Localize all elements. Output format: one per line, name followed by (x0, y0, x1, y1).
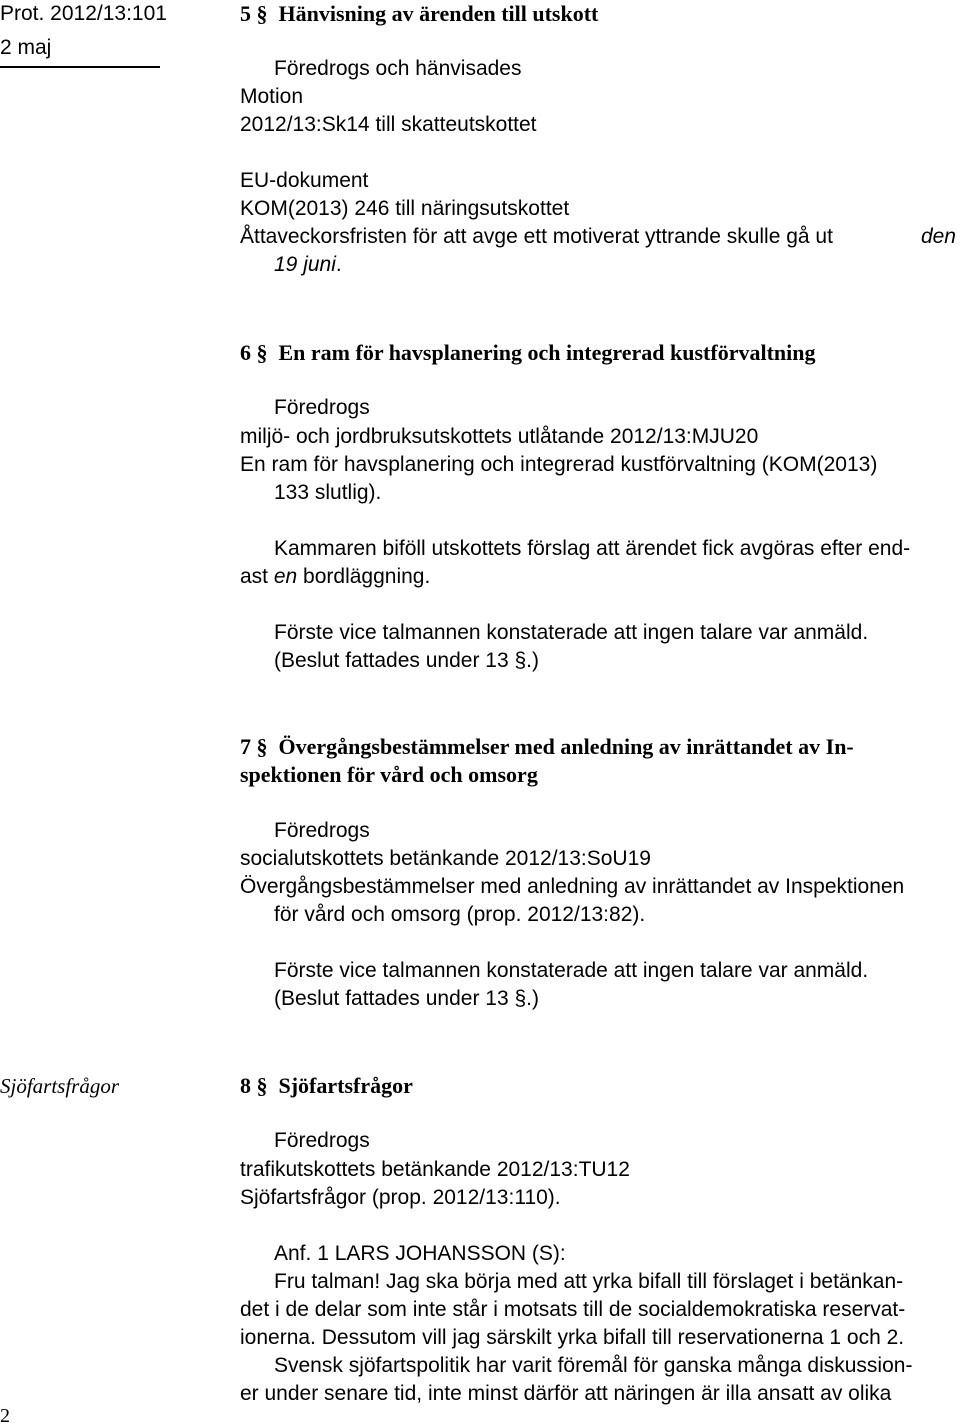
foredrogs-label: Föredrogs (274, 396, 370, 419)
intro-line: Föredrogs och hänvisades (274, 57, 522, 80)
eu-reference: KOM(2013) 246 till näringsutskottet (240, 197, 570, 220)
decision-text: ast (240, 565, 274, 588)
deadline-text: Åttaveckorsfristen för att avge ett motiverat yttrande skulle gå ut (240, 225, 833, 248)
subject-line: Sjöfartsfrågor (prop. 2012/13:110). (240, 1186, 561, 1209)
decision-line-2 (240, 563, 430, 591)
section-title: En ram för havsplanering och integrerad kustförvaltning (278, 340, 816, 365)
section-7-heading-line-2: spektionen för vård och omsorg (240, 762, 538, 787)
speaker-note: Förste vice talmannen konstaterade att ingen talare var anmäld. (274, 959, 869, 982)
section-number: 7 (240, 734, 251, 759)
foredrogs-label: Föredrogs (274, 819, 370, 842)
protocol-number: Prot. 2012/13:101 (0, 2, 167, 25)
speech-line-2: det i de delar som inte står i motsats till de socialdemokratiska reservat- (240, 1298, 906, 1321)
section-number: 6 (240, 340, 251, 365)
decision-emphasis: en (273, 565, 298, 588)
motion-label: Motion (240, 85, 304, 108)
section-8-heading (240, 1072, 413, 1100)
report-reference: miljö- och jordbruksutskottets utlåtande 2012/13:MJU20 (240, 425, 759, 448)
margin-marker-sjofart: Sjöfartsfrågor (0, 1074, 120, 1098)
speech-header: Anf. 1 LARS JOHANSSON (S): (274, 1242, 566, 1265)
subject-line-2: 133 slutlig). (274, 481, 382, 504)
section-title: Hänvisning av ärenden till utskott (278, 1, 599, 26)
protocol-date: 2 maj (0, 36, 52, 59)
paragraph-sign: § (256, 734, 268, 759)
speaker-note: Förste vice talmannen konstaterade att ingen talare var anmäld. (274, 621, 869, 644)
section-6-heading (240, 339, 816, 367)
subject-line-2: för vård och omsorg (prop. 2012/13:82). (274, 903, 646, 926)
foredrogs-label: Föredrogs (274, 1129, 370, 1152)
decision-line-1: Kammaren biföll utskottets förslag att ärendet fick avgöras efter end- (274, 537, 911, 560)
section-5-heading (240, 0, 598, 28)
paragraph-sign: § (256, 1, 268, 26)
decision-text-end: bordläggning. (297, 565, 431, 588)
deadline-period: . (335, 253, 342, 276)
section-title: Sjöfartsfrågor (278, 1073, 413, 1098)
paragraph-sign: § (256, 1073, 268, 1098)
margin-rule (0, 66, 160, 68)
decision-reference: (Beslut fattades under 13 §.) (274, 987, 539, 1010)
report-reference: socialutskottets betänkande 2012/13:SoU19 (240, 847, 651, 870)
section-title: Övergångsbestämmelser med anledning av inrättandet av In- (278, 734, 854, 759)
speech-line-4: Svensk sjöfartspolitik har varit föremål för ganska många diskussion- (274, 1354, 913, 1377)
deadline-emphasis: den (920, 225, 956, 248)
section-number: 8 (240, 1073, 251, 1098)
speech-line-1: Fru talman! Jag ska börja med att yrka bifall till förslaget i betänkan- (274, 1270, 904, 1293)
section-number: 5 (240, 1, 251, 26)
deadline-date-emphasis: 19 juni (274, 253, 336, 276)
report-reference: trafikutskottets betänkande 2012/13:TU12 (240, 1158, 630, 1181)
paragraph-sign: § (256, 340, 268, 365)
section-7-heading (240, 733, 854, 761)
decision-reference: (Beslut fattades under 13 §.) (274, 649, 539, 672)
deadline-date (274, 251, 342, 279)
subject-line-1: En ram för havsplanering och integrerad kustförvaltning (KOM(2013) (240, 453, 878, 476)
page-number: 2 (0, 1405, 10, 1427)
subject-line-1: Övergångsbestämmelser med anledning av inrättandet av Inspektionen (240, 875, 905, 898)
motion-reference: 2012/13:Sk14 till skatteutskottet (240, 113, 537, 136)
speech-line-5: er under senare tid, inte minst därför att näringen är illa ansatt av olika (240, 1382, 892, 1405)
eu-label: EU-dokument (240, 169, 369, 192)
deadline-line (240, 223, 956, 251)
speech-line-3: ionerna. Dessutom vill jag särskilt yrka bifall till reservationerna 1 och 2. (240, 1326, 905, 1349)
